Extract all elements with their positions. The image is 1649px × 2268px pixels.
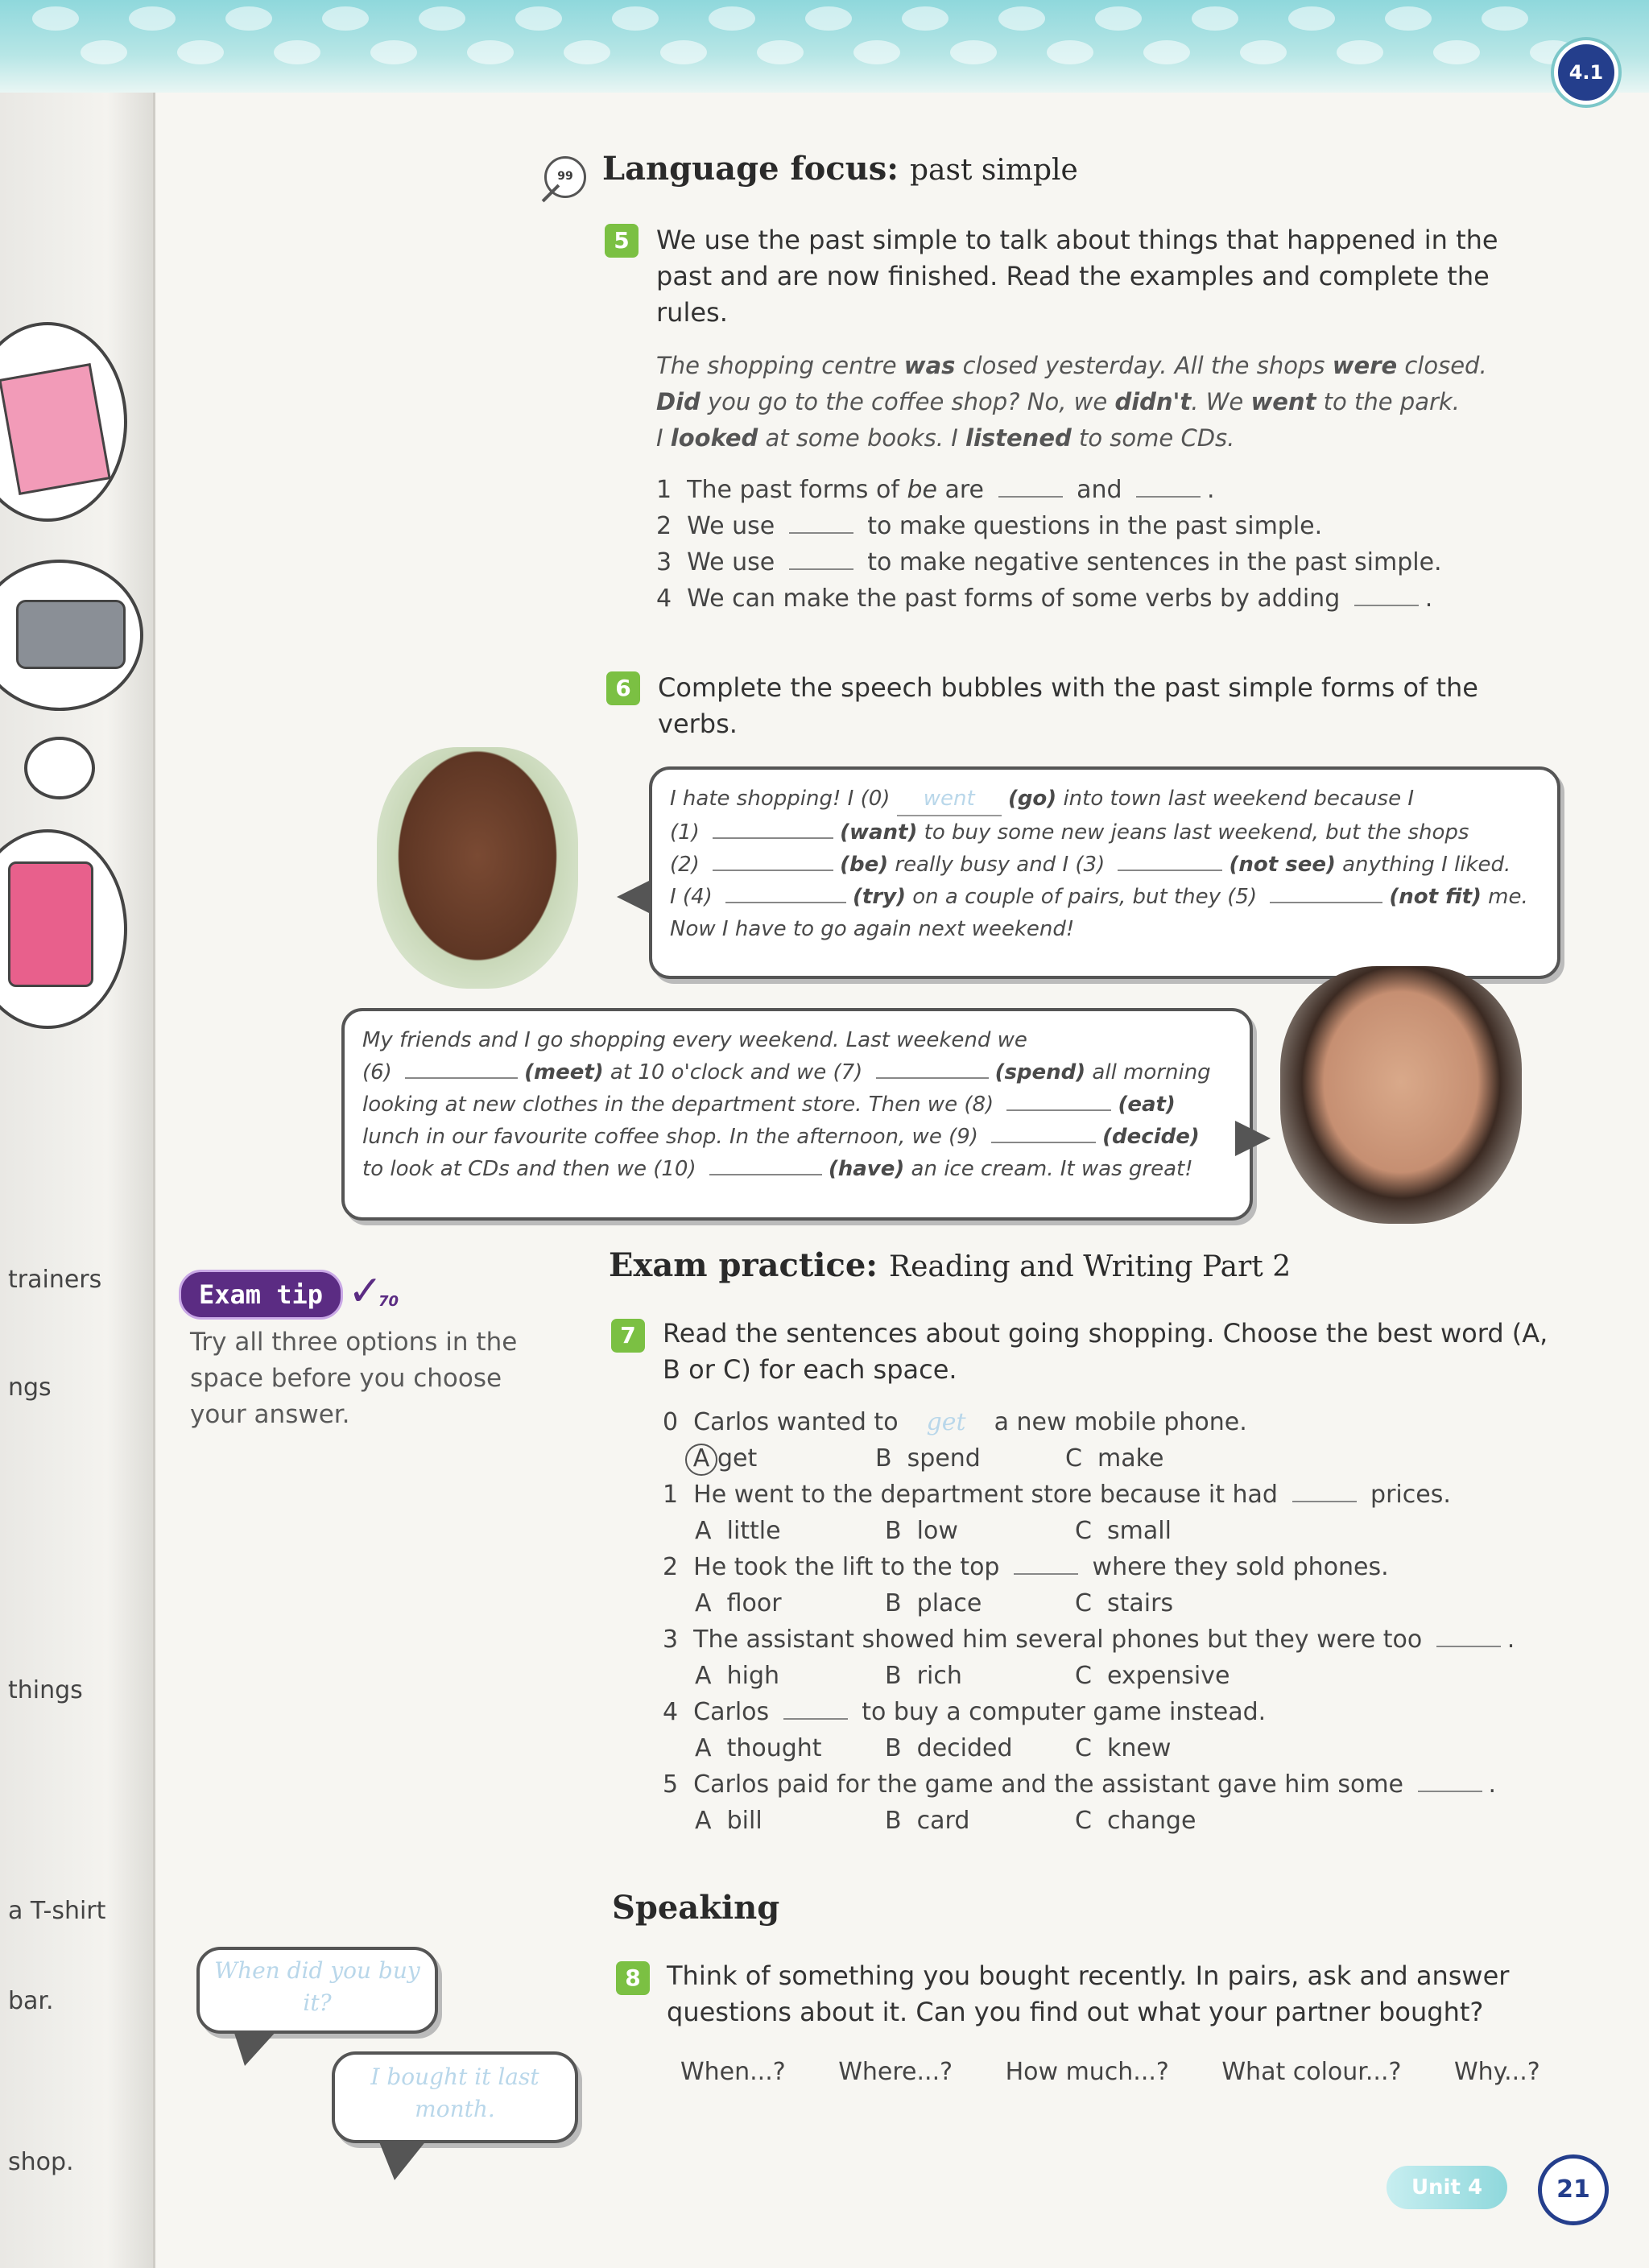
girl-photo xyxy=(1280,966,1522,1224)
answer-blank[interactable] xyxy=(1292,1501,1357,1502)
bubble-line: (6) (meet) at 10 o'clock and we (7) (spend) all morning xyxy=(362,1060,1211,1084)
answer-blank[interactable] xyxy=(709,1174,822,1175)
answer-blank[interactable] xyxy=(405,1077,518,1079)
question-item: 3 The assistant showed him several phones but they were too . xyxy=(663,1626,1515,1654)
banner-dot xyxy=(1240,40,1287,64)
speech-bubble-boy xyxy=(649,766,1560,979)
option-c[interactable]: C make xyxy=(1065,1444,1164,1473)
exercise-8-instruction: Think of something you bought recently. In pairs, ask and answer questions about it. Can you find out what your partner bought? xyxy=(667,1960,1510,2027)
bubble-line: lunch in our favourite coffee shop. In the afternoon, we (9) (decide) xyxy=(362,1125,1200,1149)
margin-word: bar. xyxy=(8,1987,54,2015)
language-focus-subtitle: past simple xyxy=(909,154,1078,187)
margin-word: a T-shirt xyxy=(8,1897,106,1925)
rule-item: 3 We use to make negative sentences in the past simple. xyxy=(656,548,1442,576)
question-prompt: How much...? xyxy=(1005,2058,1169,2086)
bubble-line: My friends and I go shopping every weekend. Last weekend we xyxy=(362,1028,1027,1052)
option-a[interactable]: A thought xyxy=(695,1734,822,1762)
exercise-number-8: 8 xyxy=(616,1961,650,1995)
option-a[interactable]: A bill xyxy=(695,1807,763,1835)
banner-dot xyxy=(564,40,610,64)
option-row xyxy=(663,1803,1581,1839)
answer-blank[interactable] xyxy=(1118,870,1222,871)
grammar-reference-number: 99 xyxy=(557,170,573,183)
exam-tip-reference: 70 xyxy=(378,1293,399,1310)
banner-dot xyxy=(660,40,707,64)
option-b[interactable]: B decided xyxy=(885,1734,1013,1762)
banner-dot xyxy=(950,40,997,64)
example-line: I looked at some books. I listened to some CDs. xyxy=(656,424,1235,452)
option-b[interactable]: B rich xyxy=(885,1662,962,1690)
banner-dot xyxy=(709,6,755,31)
banner-dot xyxy=(1337,40,1383,64)
bubble-line: (2) (be) really busy and I (3) (not see) anything I liked. xyxy=(670,853,1511,877)
banner-dot xyxy=(757,40,804,64)
answer-blank[interactable] xyxy=(1014,1573,1078,1575)
bubble-line: Now I have to go again next weekend! xyxy=(670,917,1075,941)
answer-blank[interactable] xyxy=(998,496,1063,498)
camera-icon xyxy=(16,600,126,669)
banner-dot xyxy=(467,40,514,64)
exercise-5-examples xyxy=(656,348,1542,456)
exercise-number-5: 5 xyxy=(605,224,639,258)
example-answer: get xyxy=(926,1408,966,1436)
example-answer: went xyxy=(897,783,1002,816)
exercise-6-instruction: Complete the speech bubbles with the past simple forms of the verbs. xyxy=(658,672,1478,739)
answer-blank[interactable] xyxy=(713,870,833,871)
option-a-circled[interactable]: A xyxy=(685,1444,717,1476)
answer-blank[interactable] xyxy=(1354,605,1419,606)
exercise-number-6: 6 xyxy=(606,671,640,705)
header-banner xyxy=(0,0,1649,93)
banner-dot xyxy=(515,6,562,31)
exam-tip-badge: Exam tip xyxy=(179,1270,343,1320)
banner-dot xyxy=(225,6,272,31)
banner-dot xyxy=(32,6,79,31)
option-a[interactable]: A floor xyxy=(695,1589,782,1617)
banner-dot xyxy=(129,6,176,31)
tshirt-icon xyxy=(8,861,93,987)
answer-blank[interactable] xyxy=(789,532,853,534)
option-row xyxy=(663,1730,1581,1766)
exam-practice-subtitle: Reading and Writing Part 2 xyxy=(889,1250,1292,1283)
answer-blank[interactable] xyxy=(991,1142,1096,1143)
answer-blank[interactable] xyxy=(789,568,853,570)
banner-dot xyxy=(612,6,659,31)
exercise-5-instruction: We use the past simple to talk about things that happened in the past and are now finished. Read the examples and complete the rules. xyxy=(656,225,1498,328)
checkmark-icon: ✓ xyxy=(348,1267,383,1316)
margin-word: ngs xyxy=(8,1374,52,1402)
exam-practice-title: Exam practice: xyxy=(609,1246,878,1284)
option-c[interactable]: C expensive xyxy=(1075,1662,1230,1690)
option-b[interactable]: B spend xyxy=(875,1444,981,1473)
rule-item: 4 We can make the past forms of some verbs by adding . xyxy=(656,585,1433,613)
option-a[interactable]: A little xyxy=(695,1517,781,1545)
option-b[interactable]: B low xyxy=(885,1517,958,1545)
bubble-tail xyxy=(234,2030,277,2066)
option-c[interactable]: C knew xyxy=(1075,1734,1172,1762)
example-line: The shopping centre was closed yesterday. All the shops were closed. xyxy=(656,352,1487,379)
exam-practice-heading xyxy=(609,1246,1291,1284)
question-prompts xyxy=(680,2058,1585,2086)
answer-blank[interactable] xyxy=(1436,1646,1501,1647)
question-item: 5 Carlos paid for the game and the assistant gave him some . xyxy=(663,1770,1497,1799)
option-b[interactable]: B place xyxy=(885,1589,982,1617)
speaking-question-bubble: When did you buy it? xyxy=(196,1947,438,2034)
exercise-7-items xyxy=(663,1404,1581,1839)
answer-blank[interactable] xyxy=(783,1718,848,1720)
question-prompt: When...? xyxy=(680,2058,786,2086)
answer-blank[interactable] xyxy=(1136,496,1201,498)
banner-dot xyxy=(370,40,417,64)
question-item: 2 He took the lift to the top where they sold phones. xyxy=(663,1553,1389,1581)
example-line: Did you go to the coffee shop? No, we didn't. We went to the park. xyxy=(656,388,1460,415)
question-prompt: What colour...? xyxy=(1221,2058,1402,2086)
question-item: 1 He went to the department store because it had prices. xyxy=(663,1481,1451,1509)
option-c[interactable]: C change xyxy=(1075,1807,1196,1835)
bubble-tail xyxy=(378,2140,427,2180)
question-prompt: Where...? xyxy=(838,2058,953,2086)
bubble-line: looking at new clothes in the department store. Then we (8) (eat) xyxy=(362,1093,1176,1117)
exam-tip-text: Try all three options in the space before you choose your answer. xyxy=(190,1328,518,1429)
bubble-line: to look at CDs and then we (10) (have) an ice cream. It was great! xyxy=(362,1157,1193,1181)
exercise-5-rules xyxy=(656,472,1542,617)
answer-blank[interactable] xyxy=(876,1077,989,1079)
answer-blank[interactable] xyxy=(1418,1791,1482,1792)
answer-blank[interactable] xyxy=(1270,902,1382,903)
banner-dot xyxy=(998,6,1045,31)
banner-dot xyxy=(1433,40,1480,64)
option-row: A get B spend C make xyxy=(663,1440,1581,1477)
language-focus-title: Language focus: xyxy=(602,150,899,188)
answer-blank[interactable] xyxy=(725,902,846,903)
banner-dot xyxy=(1482,6,1528,31)
speech-bubble-girl xyxy=(341,1008,1253,1221)
speaking-answer-bubble: I bought it last month. xyxy=(332,2051,578,2143)
option-row xyxy=(663,1513,1581,1549)
option-a[interactable]: A high xyxy=(695,1662,780,1690)
banner-dot xyxy=(177,40,224,64)
rule-item: 2 We use to make questions in the past simple. xyxy=(656,512,1323,540)
bubble-line: I (4) (try) on a couple of pairs, but they (5) (not fit) me. xyxy=(670,885,1528,909)
banner-dot xyxy=(1143,40,1190,64)
banner-dot xyxy=(419,6,465,31)
small-thought-cloud xyxy=(24,737,95,799)
question-item: 4 Carlos to buy a computer game instead. xyxy=(663,1698,1267,1726)
speaking-title: Speaking xyxy=(612,1889,780,1927)
option-b[interactable]: B card xyxy=(885,1807,970,1835)
option-row xyxy=(663,1658,1581,1694)
boy-photo xyxy=(377,747,578,989)
banner-dot xyxy=(902,6,948,31)
rule-item: 1 The past forms of be are and . xyxy=(656,476,1215,504)
page-number: 21 xyxy=(1538,2154,1609,2225)
answer-blank[interactable] xyxy=(1006,1109,1111,1111)
banner-dot xyxy=(1047,40,1093,64)
margin-word: trainers xyxy=(8,1266,102,1294)
unit-label: Unit 4 xyxy=(1387,2166,1507,2209)
bubble-line: (1) (want) to buy some new jeans last weekend, but the shops xyxy=(670,820,1469,845)
exercise-7-instruction: Read the sentences about going shopping. Choose the best word (A, B or C) for each space. xyxy=(663,1318,1548,1385)
banner-dot xyxy=(322,6,369,31)
exercise-number-7: 7 xyxy=(611,1319,645,1353)
banner-dot xyxy=(1192,6,1238,31)
banner-dot xyxy=(1288,6,1335,31)
answer-blank[interactable] xyxy=(713,837,833,839)
margin-word: things xyxy=(8,1676,83,1704)
margin-word: shop. xyxy=(8,2148,74,2176)
banner-dot xyxy=(1095,6,1142,31)
banner-dot xyxy=(274,40,320,64)
banner-dot xyxy=(853,40,900,64)
option-c[interactable]: C small xyxy=(1075,1517,1172,1545)
bubble-tail xyxy=(617,879,652,915)
banner-dot xyxy=(1385,6,1432,31)
language-focus-heading xyxy=(602,150,1078,188)
question-item: 0 Carlos wanted to get a new mobile phone. xyxy=(663,1404,1581,1440)
option-c[interactable]: C stairs xyxy=(1075,1589,1174,1617)
banner-dot xyxy=(81,40,127,64)
banner-dot xyxy=(805,6,852,31)
question-prompt: Why...? xyxy=(1453,2058,1540,2086)
bubble-tail xyxy=(1235,1121,1271,1156)
option-row xyxy=(663,1585,1581,1621)
unit-badge: 4.1 xyxy=(1554,40,1618,105)
bubble-line: I hate shopping! I (0) went (go) into town last weekend because I xyxy=(670,783,1539,816)
